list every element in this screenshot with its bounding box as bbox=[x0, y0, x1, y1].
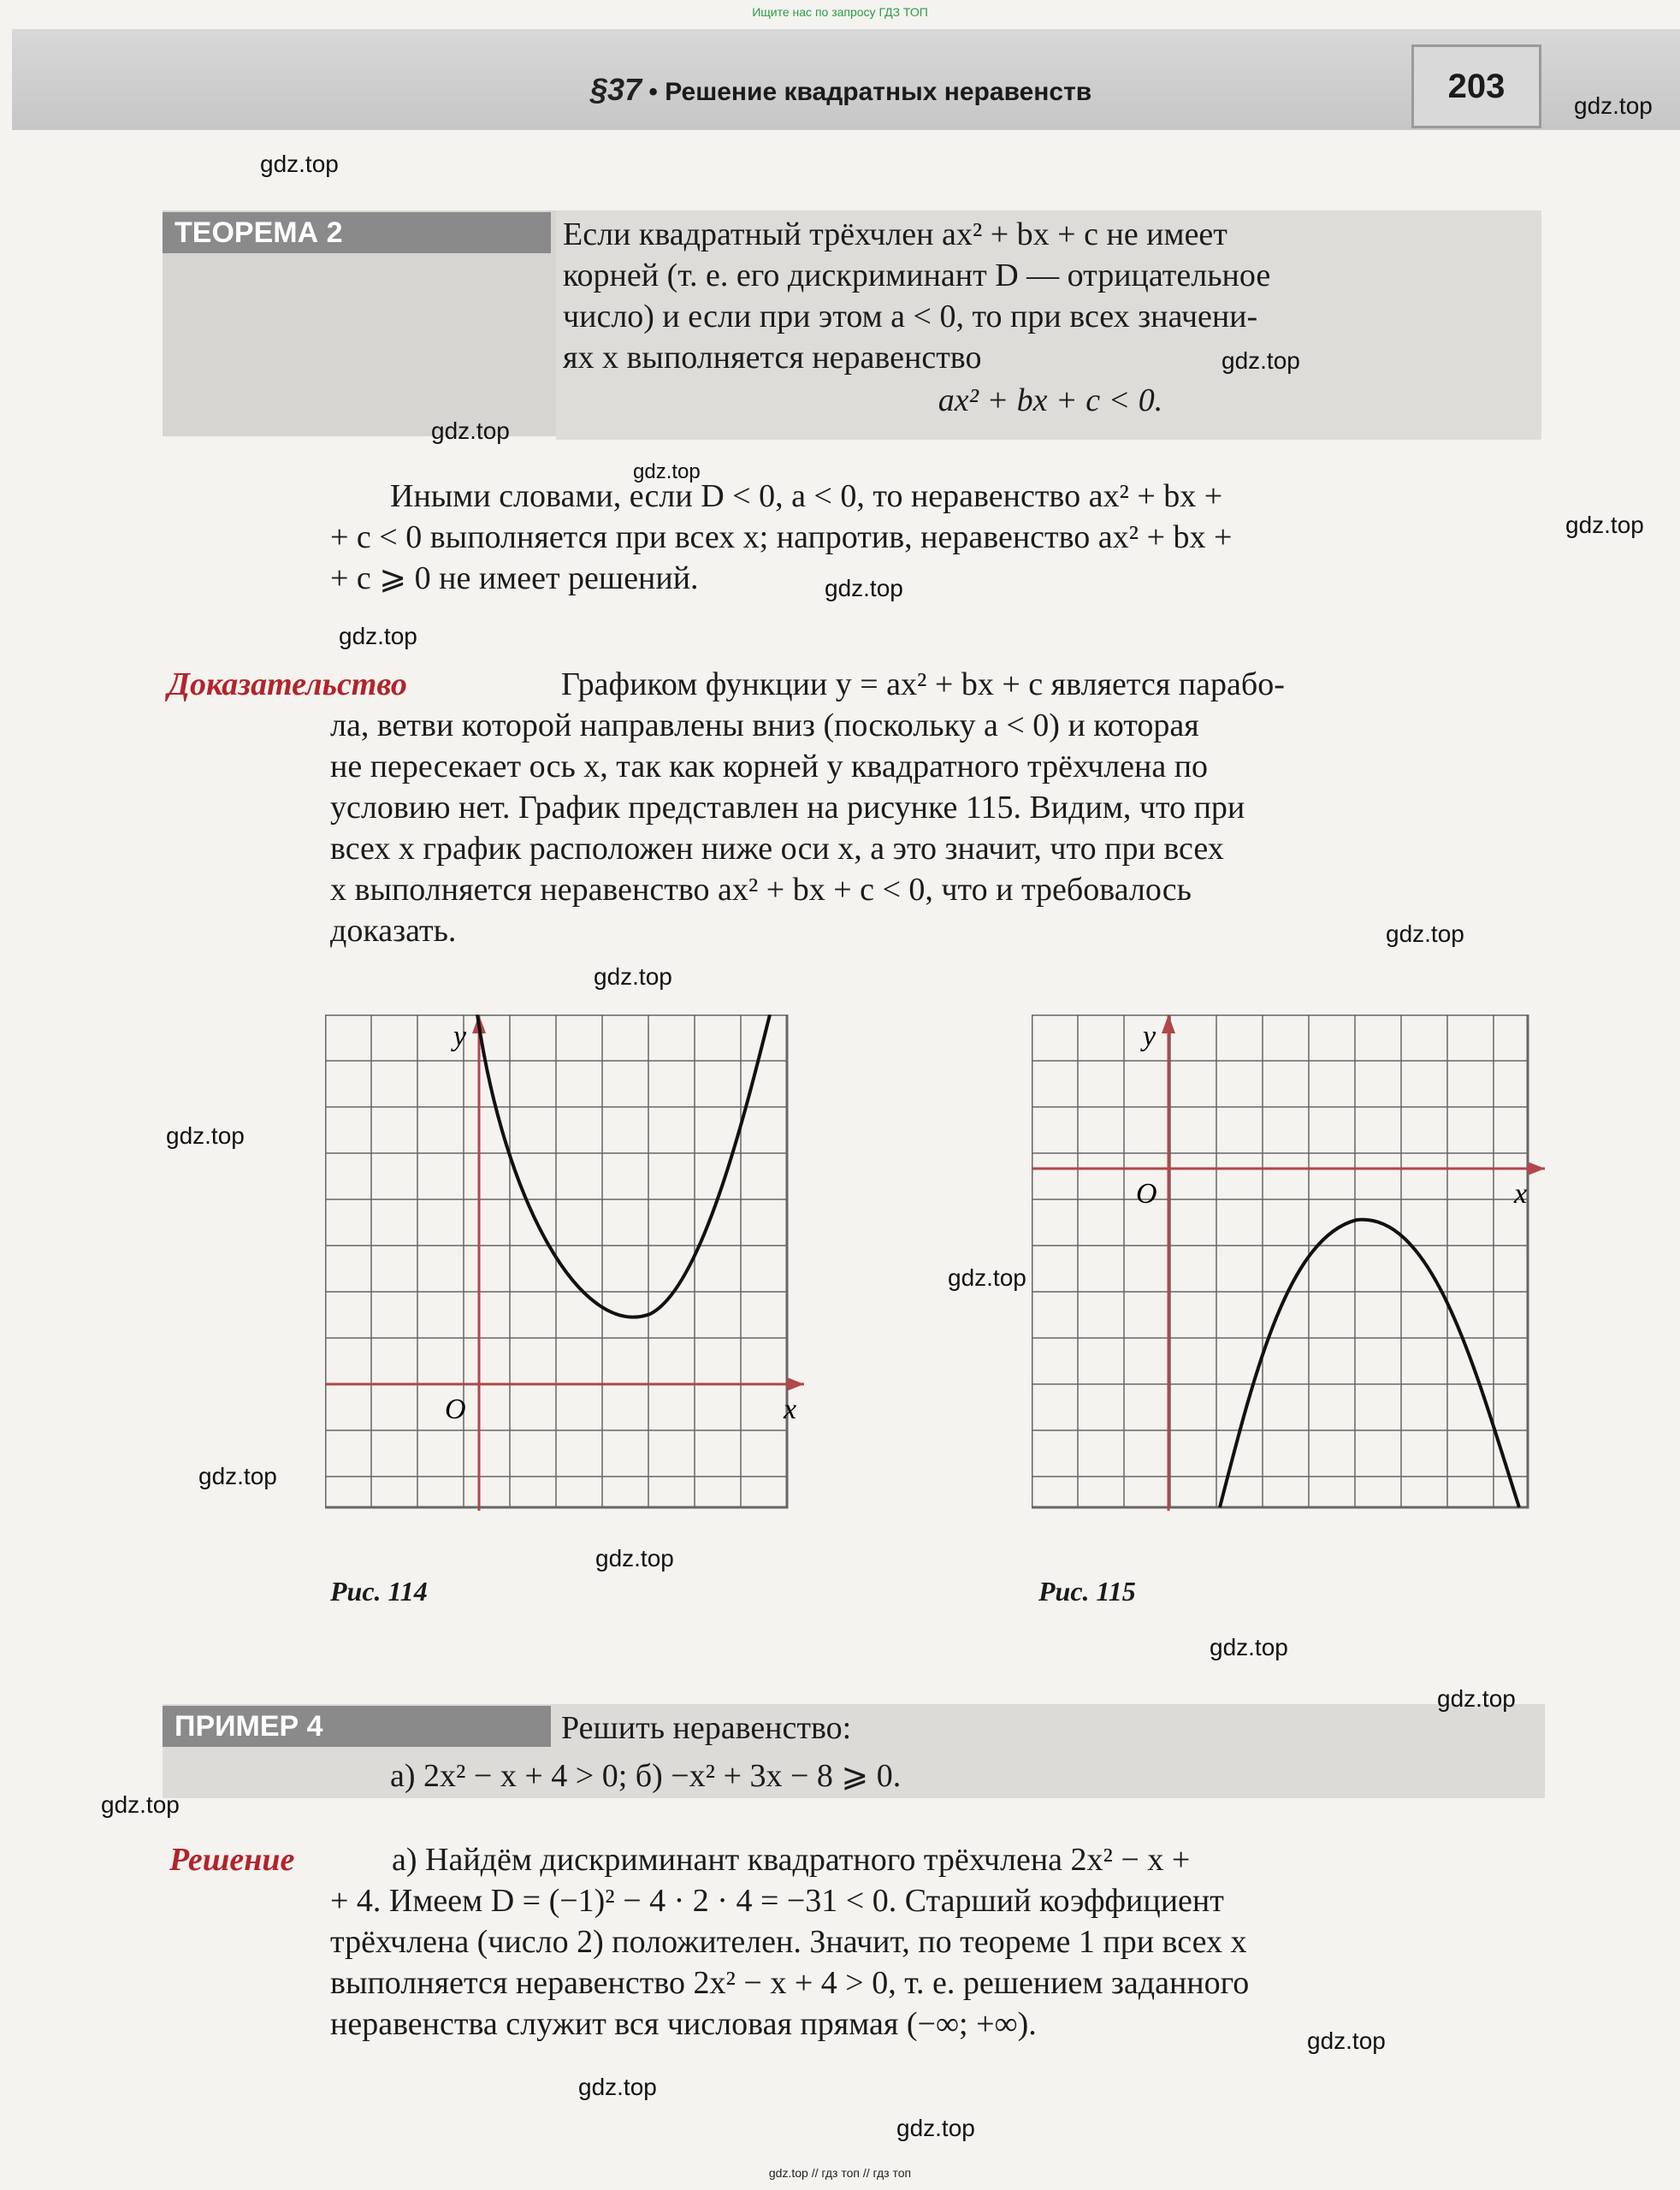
remark-line: Иными словами, если D < 0, a < 0, то неравенство ax² + bx + bbox=[390, 478, 1223, 514]
bottom-watermark-note: gdz.top // гдз топ // гдз топ bbox=[768, 2166, 912, 2180]
proof-label: Доказательство bbox=[168, 666, 407, 702]
watermark: gdz.top bbox=[166, 1122, 245, 1149]
x-axis-arrow-115 bbox=[1528, 1162, 1545, 1175]
top-search-note: Ищите нас по запросу ГДЗ ТОП bbox=[752, 5, 928, 19]
origin-label-114: O bbox=[445, 1394, 466, 1425]
watermark: gdz.top bbox=[1307, 2027, 1386, 2054]
origin-label-115: O bbox=[1136, 1178, 1157, 1210]
proof-line: всех x график расположен ниже оси x, а это значит, что при всех bbox=[330, 831, 1224, 867]
theorem-label: ТЕОРЕМА 2 bbox=[163, 212, 551, 253]
proof-line: x выполняется неравенство ax² + bx + c < 0, что и требовалось bbox=[330, 872, 1192, 908]
watermark: gdz.top bbox=[1386, 920, 1464, 947]
watermark: gdz.top bbox=[1437, 1685, 1516, 1712]
page-number: 203 bbox=[1411, 44, 1541, 128]
watermark: gdz.top bbox=[101, 1791, 180, 1818]
watermark: gdz.top bbox=[431, 417, 510, 444]
solution-text bbox=[330, 1880, 1545, 2045]
proof-text bbox=[330, 705, 1545, 951]
solution-line: неравенства служит вся числовая прямая (−∞; +∞). bbox=[330, 2006, 1037, 2042]
solution-line: + 4. Имеем D = (−1)² − 4 · 2 · 4 = −31 < 0. Старший коэффициент bbox=[330, 1883, 1224, 1919]
watermark: gdz.top bbox=[896, 2115, 975, 2141]
theorem-line: Если квадратный трёхчлен ax² + bx + c не имеет bbox=[563, 216, 1227, 252]
example-task: Решить неравенство: bbox=[561, 1710, 852, 1746]
watermark: gdz.top bbox=[825, 575, 903, 601]
watermark: gdz.top bbox=[198, 1463, 277, 1489]
theorem-formula: ax² + bx + c < 0. bbox=[938, 382, 1163, 418]
x-axis-arrow-114 bbox=[787, 1377, 804, 1391]
y-axis-arrow-115 bbox=[1162, 1015, 1175, 1033]
section-title: Решение квадратных неравенств bbox=[665, 78, 1092, 106]
header-bullet: • bbox=[648, 78, 658, 106]
section-number: §37 bbox=[590, 72, 642, 107]
example-items: а) 2x² − x + 4 > 0; б) −x² + 3x − 8 ⩾ 0. bbox=[390, 1758, 902, 1794]
proof-line: доказать. bbox=[330, 913, 457, 949]
remark-line: + c ⩾ 0 не имеет решений. bbox=[330, 560, 699, 596]
watermark: gdz.top bbox=[633, 460, 701, 483]
proof-line: не пересекает ось x, так как корней у квадратного трёхчлена по bbox=[330, 749, 1209, 784]
x-axis-label-115: x bbox=[1514, 1178, 1528, 1210]
page-header-title bbox=[590, 72, 1091, 108]
caption-114: Рис. 114 bbox=[330, 1576, 428, 1607]
grid-114 bbox=[325, 1015, 787, 1507]
watermark: gdz.top bbox=[594, 963, 672, 990]
proof-line: условию нет. График представлен на рисунке 115. Видим, что при bbox=[330, 790, 1245, 826]
watermark: gdz.top bbox=[1222, 347, 1300, 374]
y-axis-label-115: y bbox=[1143, 1021, 1156, 1052]
watermark: gdz.top bbox=[339, 623, 417, 649]
watermark: gdz.top bbox=[260, 151, 339, 177]
theorem-text bbox=[563, 214, 1538, 421]
y-axis-label-114: y bbox=[453, 1021, 467, 1052]
watermark: gdz.top bbox=[1210, 1634, 1288, 1660]
solution-first-line: а) Найдём дискриминант квадратного трёхчлена 2x² − x + bbox=[392, 1842, 1191, 1878]
figure-115 bbox=[1032, 1015, 1545, 1511]
solution-line: трёхчлена (число 2) положителен. Значит, по теореме 1 при всех x bbox=[330, 1924, 1247, 1960]
watermark: gdz.top bbox=[595, 1545, 674, 1571]
example-label: ПРИМЕР 4 bbox=[163, 1706, 551, 1747]
remark-text bbox=[330, 476, 1545, 599]
solution-label: Решение bbox=[169, 1842, 295, 1878]
parabola-115 bbox=[1220, 1220, 1519, 1507]
theorem-line: число) и если при этом a < 0, то при всех значени- bbox=[563, 299, 1258, 334]
grid-115 bbox=[1032, 1015, 1528, 1507]
proof-first-line: Графиком функции y = ax² + bx + c является парабо- bbox=[561, 666, 1285, 702]
grid-border bbox=[1032, 1015, 1528, 1507]
proof-line: ла, ветви которой направлены вниз (поскольку a < 0) и которая bbox=[330, 707, 1199, 743]
solution-line: выполняется неравенство 2x² − x + 4 > 0, т. е. решением заданного bbox=[330, 1965, 1250, 2001]
theorem-line: корней (т. е. его дискриминант D — отрицательное bbox=[563, 257, 1271, 293]
x-axis-label-114: x bbox=[784, 1394, 797, 1425]
parabola-114 bbox=[477, 1015, 770, 1317]
caption-115: Рис. 115 bbox=[1038, 1576, 1136, 1607]
watermark: gdz.top bbox=[578, 2074, 657, 2100]
watermark: gdz.top bbox=[1574, 92, 1653, 119]
figure-114 bbox=[325, 1015, 804, 1511]
theorem-line: ях x выполняется неравенство bbox=[563, 340, 982, 376]
remark-line: + c < 0 выполняется при всех x; напротив, неравенство ax² + bx + bbox=[330, 519, 1233, 555]
watermark: gdz.top bbox=[948, 1264, 1026, 1291]
watermark: gdz.top bbox=[1565, 512, 1644, 538]
